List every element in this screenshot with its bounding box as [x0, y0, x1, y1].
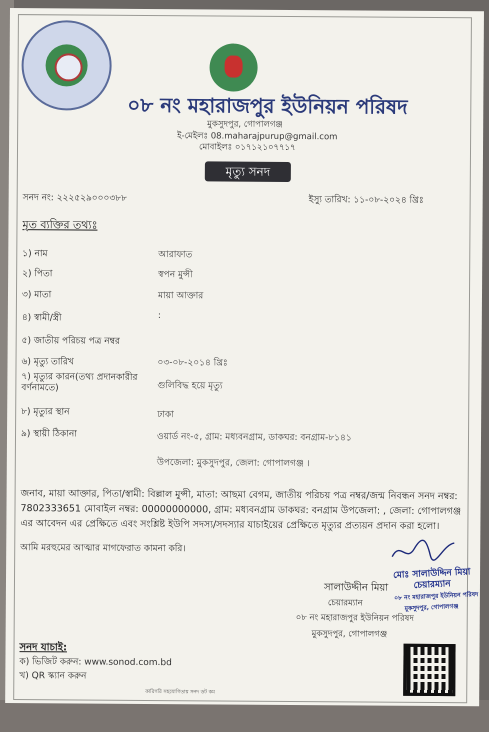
field-label-address: ৯) স্থায়ী ঠিকানা: [20, 429, 77, 440]
section-title: মৃত ব্যক্তির তথ্যঃ: [22, 218, 98, 232]
council-seal-logo: [21, 20, 112, 111]
field-value-death-cause: গুলিবিদ্ধ হয়ে মৃত্যু: [157, 381, 223, 392]
chairman-stamp: মোঃ সালাউদ্দিন মিয়া চেয়ারম্যান ০৮ নং মহারাজপুর ইউনিয়ন পরিষদ মুকসুদপুর, গোপালগঞ্জ: [392, 567, 479, 613]
field-label-nid: ৫) জাতীয় পরিচয় পত্র নম্বর: [21, 336, 120, 347]
field-value-mother: মায়া আক্তার: [157, 291, 204, 302]
field-value-death-date: ০৩-০৮-২০১৪ খ্রিঃ: [157, 358, 228, 369]
field-label-spouse: ৪) স্বামী/স্ত্রী: [21, 313, 62, 324]
field-label-mother: ৩) মাতা: [21, 290, 52, 301]
signatory-location: মুকসুদপুর, গোপালগঞ্জ: [311, 629, 388, 640]
footer-note: কারিগরি সহযোগিতায় সনদ ডট কম: [145, 688, 215, 696]
field-label-father: ২) পিতা: [22, 269, 53, 280]
bangladesh-emblem-icon: [209, 43, 257, 91]
application-paragraph: জনাব, মায়া আক্তার, পিতা/স্বামী: বিল্লাল মুন্সী, মাতা: আছমা বেগম, জাতীয় পরিচয় পত্র নম্বর/জন্ম নিবন্ধন সনদ নম্বর: 7802333651 মোবাইল নম্বর: 00000000000, গ্রাম: মধ্যবনগ্রাম ডাকঘর: বনগ্রাম উপজেলা: , জেলা: গোপালগঞ্জ এর আবেদন এর প্রেক্ষিতে এবং সংশ্লিষ্ট ইউপি সদস্য/সদস্যার যাচাইয়ের প্রেক্ষিতে মৃত্যুর প্রত্যয়ন প্রদান করা হলো।: [20, 488, 462, 533]
verify-qr-instruction: খ) QR স্ক্যান করুন: [19, 671, 87, 682]
field-label-death-cause: ৭) মৃত্যুর কারন(তথ্য প্রদানকারীর বর্ণনামতে): [21, 372, 138, 394]
certificate-paper: [5, 8, 484, 706]
field-value-spouse: :: [157, 311, 161, 322]
certificate-number: সনদ নং: ২২২৫২৯০০০৩৮৮: [22, 193, 127, 204]
signatory-designation: চেয়ারম্যান: [327, 598, 363, 609]
seal-center-icon: [54, 53, 82, 81]
council-email: ই-মেইলঃ 08.maharajpurup@gmail.com: [177, 131, 338, 143]
verify-website: ক) ভিজিট করুন: www.sonod.com.bd: [19, 657, 172, 669]
issue-date: ইস্যু তারিখ: ১১-০৮-২০২৪ খ্রিঃ: [308, 195, 424, 206]
certificate-title: মৃত্যু সনদ: [205, 161, 291, 182]
council-address: মুকসুদপুর, গোপালগঞ্জ: [207, 119, 283, 130]
field-label-death-date: ৬) মৃত্যু তারিখ: [21, 357, 74, 368]
council-name: ০৮ নং মহারাজপুর ইউনিয়ন পরিষদ: [127, 92, 408, 119]
council-phone: মোবাইলঃ ০১৭১২১০৭৭১৭: [198, 142, 296, 153]
verify-title: সনদ যাচাই:: [19, 642, 68, 654]
field-label-death-place: ৮) মৃত্যুর স্থান: [21, 407, 70, 418]
handwritten-signature: [388, 537, 458, 565]
field-value-father: স্বপন মুন্সী: [158, 270, 193, 281]
signatory-council: ০৮ নং মহারাজপুর ইউনিয়ন পরিষদ: [295, 613, 414, 624]
field-value-address: ওয়ার্ড নং-৫, গ্রাম: মধ্যবনগ্রাম, ডাকঘর: বনগ্রাম-৮১৪১: [156, 432, 352, 444]
field-value-name: আরাফাত: [158, 250, 193, 261]
field-label-name: ১) নাম: [22, 249, 48, 260]
field-value-death-place: ঢাকা: [157, 410, 174, 421]
field-value-address-line2: উপজেলা: মুকসুদপুর, জেলা: গোপালগঞ্জ ।: [156, 458, 310, 470]
qr-code-icon: [403, 644, 455, 696]
signatory-name: সালাউদ্দীন মিয়া: [323, 582, 389, 594]
prayer-text: আমি মরহুমের আত্মার মাগফেরাত কামনা করি।: [20, 543, 186, 555]
